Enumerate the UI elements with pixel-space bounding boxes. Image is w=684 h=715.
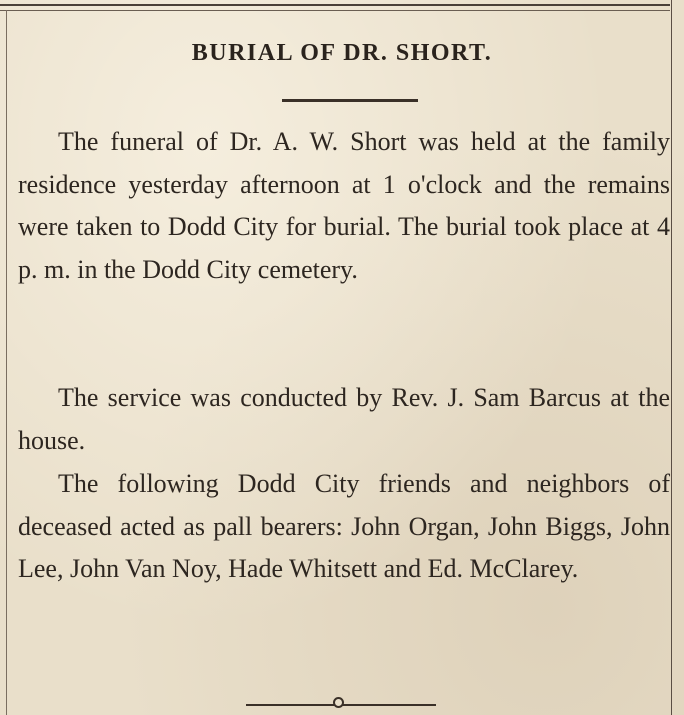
top-border-rule [0,4,670,6]
right-column-rule [671,0,672,715]
top-border-rule-thin [0,10,670,11]
paragraph-funeral-text: The funeral of Dr. A. W. Short was held at the family residence yesterday afternoon at 1 o'clock and the remains were taken to Dodd City for burial. The burial took place at 4 p. m. in the Dodd City cemetery. [18,127,670,284]
paragraph-pallbearers [18,463,670,591]
paragraph-pallbearers-text: The following Dodd City friends and neighbors of deceased acted as pall bearers: John Organ, John Biggs, John Lee, John Van Noy, Hade Whitsett and Ed. McClarey. [18,469,670,583]
paragraph-service-text: The service was conducted by Rev. J. Sam Barcus at the house. [18,383,670,455]
left-column-rule [6,10,7,715]
paragraph-funeral [18,121,670,291]
headline: BURIAL OF DR. SHORT. [191,40,493,66]
end-of-article-ornament [333,697,344,708]
paragraph-service [18,377,670,462]
headline-underline-rule [282,99,418,102]
